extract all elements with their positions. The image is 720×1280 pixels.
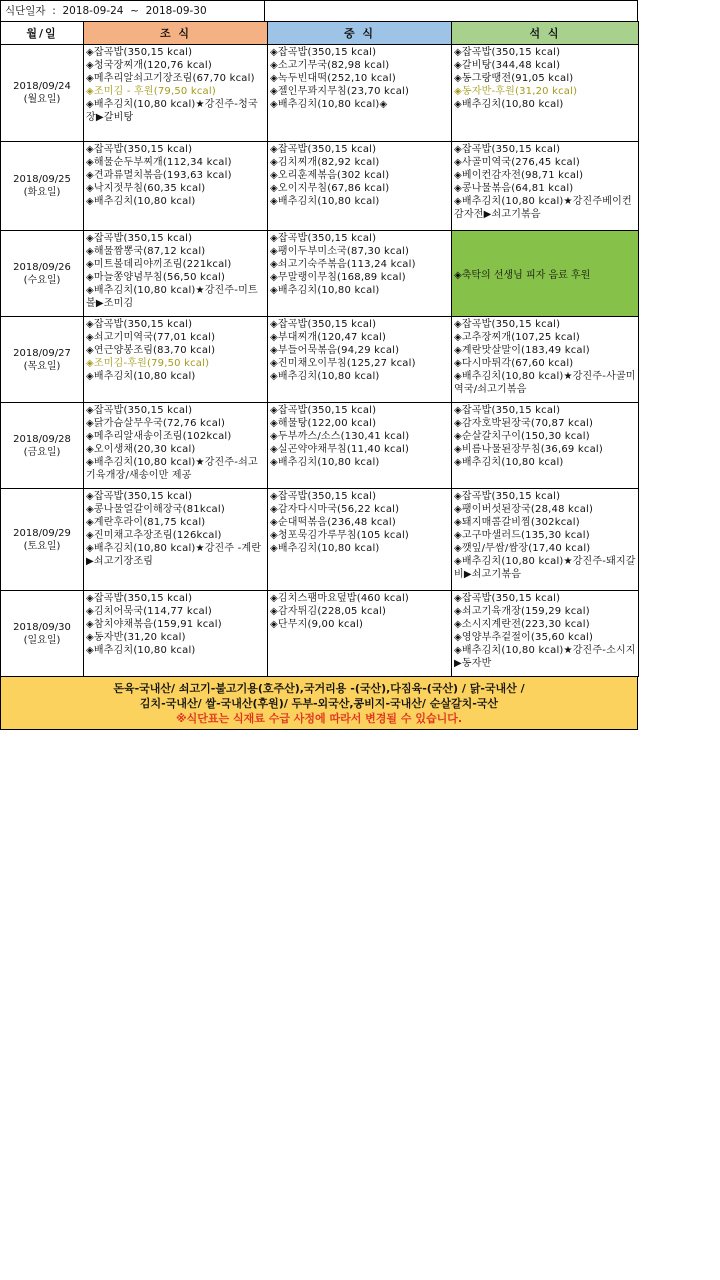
breakfast-cell [84,317,268,403]
menu-item: ◈잡곡밥(350,15 kcal) [86,319,193,330]
menu-item: ◈감자튀김(228,05 kcal) [270,606,387,617]
day-weekday: (일요일) [23,634,61,646]
menu-item: ◈깻잎/무쌈/쌈장(17,40 kcal) [454,543,591,554]
menu-item: ◈메추리알새송이조림(102kcal) [86,431,232,442]
menu-item: ◈견과류멸치볶음(193,63 kcal) [86,170,232,181]
menu-item: ◈쇠고기육개장(159,29 kcal) [454,606,590,617]
dinner-cell [452,591,639,677]
day-cell [1,403,84,489]
day-weekday: (수요일) [23,274,61,286]
menu-item: ◈청국장찌개(120,76 kcal) [86,60,212,71]
menu-item: ◈조미김-후원(79,50 kcal) [86,358,210,369]
menu-item: ◈잡곡밥(350,15 kcal) [86,405,193,416]
menu-item: ◈진미채고추장조림(126kcal) [86,530,222,541]
day-date: 2018/09/30 [13,621,71,633]
menu-item: ◈잡곡밥(350,15 kcal) [86,144,193,155]
menu-item: ◈팽이버섯된장국(28,48 kcal) [454,504,594,515]
menu-item: ◈배추김치(10,80 kcal) [270,371,380,382]
menu-item: ◈계란후라이(81,75 kcal) [86,517,206,528]
menu-item: ◈베이컨감자전(98,71 kcal) [454,170,584,181]
day-weekday: (토요일) [23,540,61,552]
menu-item: ◈잡곡밥(350,15 kcal) [270,405,377,416]
origin-line-2: 김치-국내산/ 쌀-국내산(후원)/ 두부-외국산,콩비지-국내산/ 순살갈치-국산 [139,697,499,710]
menu-item: ◈고추장찌개(107,25 kcal) [454,332,580,343]
col-header-lunch: 중 식 [268,22,452,45]
breakfast-cell [84,591,268,677]
day-date: 2018/09/27 [13,347,71,359]
menu-item: ◈순살갈치구이(150,30 kcal) [454,431,590,442]
menu-item: ◈실곤약야채무침(11,40 kcal) [270,444,410,455]
day-date: 2018/09/24 [13,81,71,92]
menu-item: ◈잡곡밥(350,15 kcal) [454,405,561,416]
menu-item: ◈잡곡밥(350,15 kcal) [454,491,561,502]
col-header-day: 월/일 [1,22,84,45]
menu-item: ◈단무지(9,00 kcal) [270,619,364,630]
menu-item: ◈소고기무국(82,98 kcal) [270,60,390,71]
menu-item: ◈배추김치(10,80 kcal) [270,457,380,468]
breakfast-cell [84,231,268,317]
day-cell [1,591,84,677]
day-cell [1,231,84,317]
menu-item: ◈배추김치(10,80 kcal) [270,285,380,296]
menu-item: ◈잡곡밥(350,15 kcal) [86,593,193,604]
menu-item: ◈배추김치(10,80 kcal)★강진주-사골미역국/쇠고기볶음 [454,371,636,395]
day-row [1,403,639,489]
lunch-cell [268,591,452,677]
day-cell [1,45,84,142]
dinner-special-note: ◈축탁의 선생님 피자 음료 후원 [454,270,591,281]
breakfast-cell [84,403,268,489]
menu-item: ◈비름나물된장무침(36,69 kcal) [454,444,603,455]
day-date: 2018/09/26 [13,261,71,273]
day-weekday: (금요일) [23,446,61,458]
menu-item: ◈동자반(31,20 kcal) [86,632,186,643]
lunch-cell [268,403,452,489]
menu-item: ◈잡곡밥(350,15 kcal) [454,593,561,604]
origin-notice [0,677,638,730]
column-header-row [1,22,639,45]
dinner-cell [452,489,639,591]
menu-item: ◈김치스팸마요덮밥(460 kcal) [270,593,410,604]
menu-item: ◈오이생채(20,30 kcal) [86,444,196,455]
lunch-cell [268,231,452,317]
menu-item: ◈부대찌개(120,47 kcal) [270,332,387,343]
menu-item: ◈배추김치(10,80 kcal)◈ [270,99,388,110]
dinner-cell [452,317,639,403]
menu-item: ◈무말랭이무침(168,89 kcal) [270,272,406,283]
menu-item: ◈잡곡밥(350,15 kcal) [454,47,561,58]
menu-item: ◈잡곡밥(350,15 kcal) [270,144,377,155]
menu-item: ◈진미채오이무침(125,27 kcal) [270,358,416,369]
lunch-cell [268,142,452,231]
menu-item: ◈배추김치(10,80 kcal) [270,543,380,554]
menu-item: ◈낙지젓무침(60,35 kcal) [86,183,206,194]
lunch-cell [268,317,452,403]
menu-item: ◈김치어묵국(114,77 kcal) [86,606,212,617]
menu-item: ◈돼지매콤갈비찜(302kcal) [454,517,580,528]
breakfast-cell [84,45,268,142]
menu-item: ◈배추김치(10,80 kcal) [270,196,380,207]
day-row [1,591,639,677]
menu-item: ◈감자호박된장국(70,87 kcal) [454,418,594,429]
day-weekday: (월요일) [23,94,61,105]
menu-item: ◈동그랑땡전(91,05 kcal) [454,73,574,84]
day-date: 2018/09/25 [13,174,71,185]
menu-item: ◈배추김치(10,80 kcal)★강진주-돼지갈비▶쇠고기볶음 [454,556,636,580]
menu-item: ◈배추김치(10,80 kcal)★강진주-쇠고기육개장/새송이만 제공 [86,457,258,481]
dinner-special-cell [452,231,639,317]
lunch-cell [268,45,452,142]
menu-item: ◈콩나물얼갈이해장국(81kcal) [86,504,225,515]
menu-item: ◈고구마샐러드(135,30 kcal) [454,530,590,541]
day-cell [1,317,84,403]
menu-item: ◈팽이두부미소국(87,30 kcal) [270,246,410,257]
menu-item: ◈배추김치(10,80 kcal)★강진주-미트볼▶조미김 [86,285,258,309]
menu-item: ◈마늘쫑양념무침(56,50 kcal) [86,272,226,283]
breakfast-cell [84,489,268,591]
menu-item: ◈잡곡밥(350,15 kcal) [454,319,561,330]
day-date: 2018/09/28 [13,433,71,445]
menu-item: ◈계란맛살말이(183,49 kcal) [454,345,590,356]
menu-item: ◈콩나물볶음(64,81 kcal) [454,183,574,194]
menu-item: ◈해물탕(122,00 kcal) [270,418,377,429]
dinner-cell [452,403,639,489]
day-row [1,489,639,591]
menu-item: ◈배추김치(10,80 kcal) [86,371,196,382]
menu-item: ◈해물순두부찌개(112,34 kcal) [86,157,232,168]
menu-item: ◈배추김치(10,80 kcal) [454,99,564,110]
day-cell [1,489,84,591]
menu-item: ◈메추리알쇠고기장조림(67,70 kcal) [86,73,255,84]
menu-item: ◈잡곡밥(350,15 kcal) [270,233,377,244]
menu-item: ◈사골미역국(276,45 kcal) [454,157,580,168]
menu-item: ◈배추김치(10,80 kcal) [454,457,564,468]
change-warning: ※식단표는 식재료 수급 사정에 따라서 변경될 수 있습니다. [175,712,463,725]
menu-item: ◈쇠고기미역국(77,01 kcal) [86,332,216,343]
date-range-empty [265,1,637,21]
day-date: 2018/09/29 [13,527,71,539]
menu-item: ◈잡곡밥(350,15 kcal) [86,233,193,244]
menu-item: ◈청포묵김가루무침(105 kcal) [270,530,410,541]
menu-item: ◈부들어묵볶음(94,29 kcal) [270,345,400,356]
menu-item: ◈참치야채볶음(159,91 kcal) [86,619,222,630]
menu-item: ◈조미김 - 후원(79,50 kcal) [86,86,216,97]
menu-item: ◈배추김치(10,80 kcal)★강진주-청국장▶갈비탕 [86,99,258,123]
menu-item: ◈오리훈제볶음(302 kcal) [270,170,390,181]
day-row [1,45,639,142]
menu-item: ◈배추김치(10,80 kcal)★강진주-소시지▶동자반 [454,645,636,669]
menu-item: ◈잡곡밥(350,15 kcal) [454,144,561,155]
menu-item: ◈녹두빈대떡(252,10 kcal) [270,73,396,84]
day-row [1,231,639,317]
day-weekday: (화요일) [23,187,61,198]
menu-item: ◈김치찌개(82,92 kcal) [270,157,380,168]
menu-item: ◈배추김치(10,80 kcal)★강진주 -계란▶쇠고기장조림 [86,543,262,567]
menu-item: ◈배추김치(10,80 kcal)★강진주베이컨감자전▶쇠고기볶음 [454,196,632,220]
menu-item: ◈연근양봉조림(83,70 kcal) [86,345,216,356]
menu-item: ◈잡곡밥(350,15 kcal) [270,491,377,502]
day-row [1,142,639,231]
menu-item: ◈잡곡밥(350,15 kcal) [86,47,193,58]
day-row [1,317,639,403]
date-range-label: 식단일자 : 2018-09-24 ~ 2018-09-30 [1,1,265,21]
menu-item: ◈미트볼데리야끼조림(221kcal) [86,259,232,270]
menu-item: ◈잡곡밥(350,15 kcal) [86,491,193,502]
menu-item: ◈동자반-후원(31,20 kcal) [454,86,578,97]
menu-item: ◈다시마튀각(67,60 kcal) [454,358,574,369]
menu-item: ◈배추김치(10,80 kcal) [86,196,196,207]
menu-item: ◈배추김치(10,80 kcal) [86,645,196,656]
day-cell [1,142,84,231]
meal-table [0,21,639,677]
menu-item: ◈소시지계란전(223,30 kcal) [454,619,590,630]
menu-item: ◈닭가슴살무우국(72,76 kcal) [86,418,226,429]
breakfast-cell [84,142,268,231]
menu-item: ◈오이지무침(67,86 kcal) [270,183,390,194]
col-header-dinner: 석 식 [452,22,639,45]
col-header-breakfast: 조 식 [84,22,268,45]
dinner-cell [452,142,639,231]
menu-item: ◈잡곡밥(350,15 kcal) [270,47,377,58]
day-weekday: (목요일) [23,360,61,372]
dinner-cell [452,45,639,142]
lunch-cell [268,489,452,591]
date-range-row [0,0,638,21]
menu-item: ◈해물짬뽕국(87,12 kcal) [86,246,206,257]
menu-item: ◈잡곡밥(350,15 kcal) [270,319,377,330]
menu-item: ◈영양부추겉절이(35,60 kcal) [454,632,594,643]
menu-item: ◈두부까스/소스(130,41 kcal) [270,431,410,442]
menu-item: ◈쇠고기숙주볶음(113,24 kcal) [270,259,416,270]
menu-item: ◈감자다시마국(56,22 kcal) [270,504,400,515]
origin-line-1: 돈육-국내산/ 쇠고기-불고기용(호주산),국거리용 -(국산),다짐육-(국산) / 닭-국내산 / [113,682,525,695]
menu-item: ◈젤인무꽈지무침(23,70 kcal) [270,86,410,97]
menu-item: ◈갈비탕(344,48 kcal) [454,60,561,71]
menu-item: ◈순대떡볶음(236,48 kcal) [270,517,396,528]
